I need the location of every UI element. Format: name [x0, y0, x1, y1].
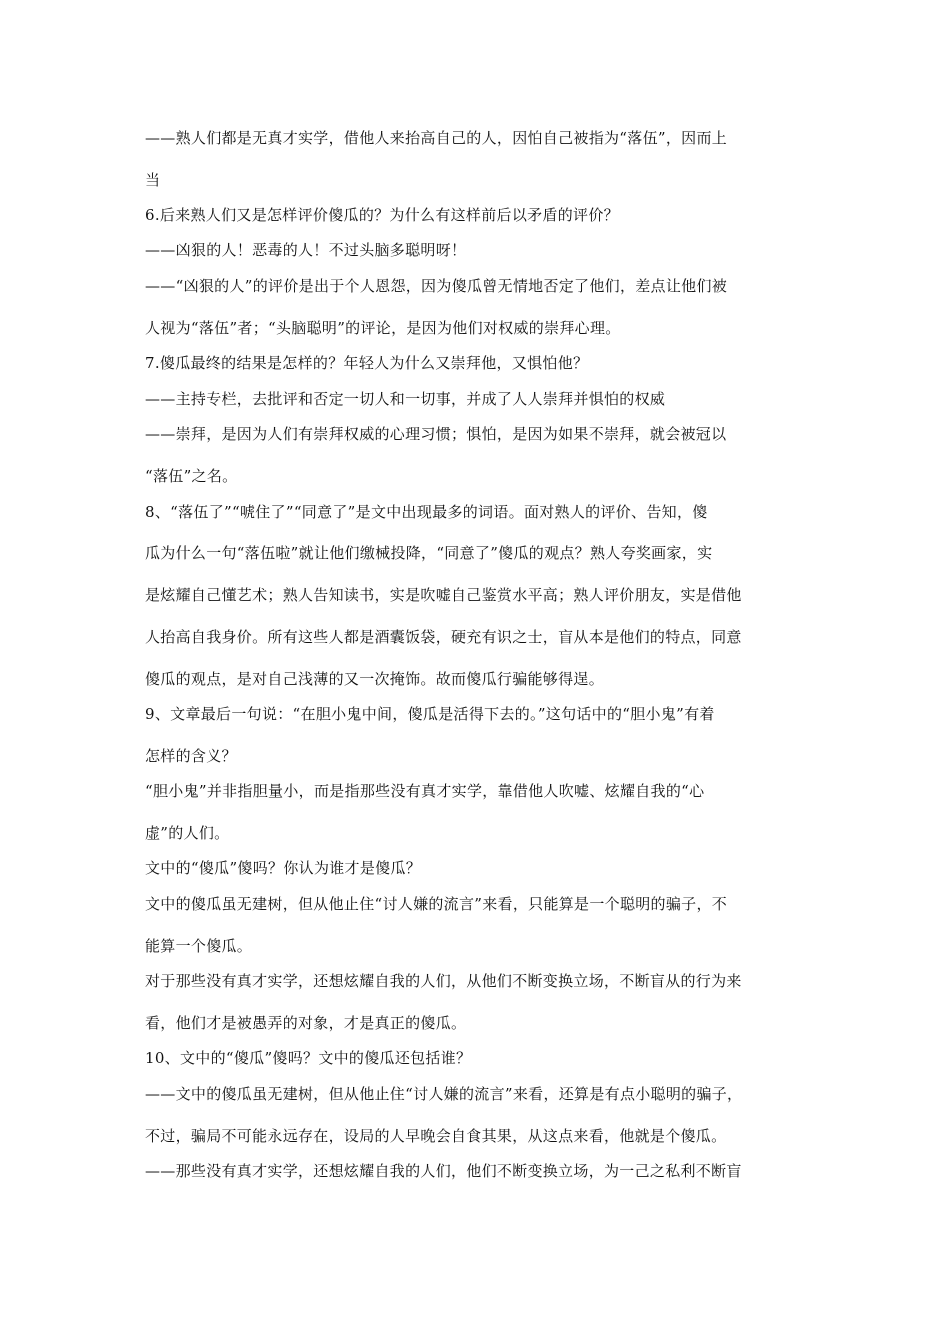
question-heading: 文中的“傻瓜”傻吗？你认为谁才是傻瓜？ [145, 859, 422, 877]
text-line: 是炫耀自己懂艺术；熟人告知读书，实是吹嘘自己鉴赏水平高；熟人评价朋友，实是借他 [145, 586, 742, 604]
question-heading: 7.傻瓜最终的结果是怎样的？年轻人为什么又崇拜他，又惧怕他？ [145, 354, 589, 372]
text-line: 傻瓜的观点，是对自己浅薄的又一次掩饰。故而傻瓜行骗能够得逞。 [145, 670, 605, 688]
text-line: 看，他们才是被愚弄的对象，才是真正的傻瓜。 [145, 1014, 467, 1032]
text-line: 人抬高自我身价。所有这些人都是酒囊饭袋，硬充有识之士，盲从本是他们的特点，同意 [145, 628, 742, 646]
text-line: ——“凶狠的人”的评价是出于个人恩怨，因为傻瓜曾无情地否定了他们，差点让他们被 [145, 277, 728, 295]
text-line: “胆小鬼”并非指胆量小，而是指那些没有真才实学，靠借他人吹嘘、炫耀自我的“心 [145, 782, 705, 800]
text-line: 瓜为什么一句“落伍啦”就让他们缴械投降，“同意了”傻瓜的观点？熟人夸奖画家，实 [145, 544, 713, 562]
text-line: ——文中的傻瓜虽无建树，但从他止住“讨人嫌的流言”来看，还算是有点小聪明的骗子， [145, 1085, 743, 1103]
question-heading: 10、文中的“傻瓜”傻吗？文中的傻瓜还包括谁？ [145, 1049, 472, 1067]
text-line: ——熟人们都是无真才实学，借他人来抬高自己的人，因怕自己被指为“落伍”，因而上 [145, 129, 728, 147]
text-line: “落伍”之名。 [145, 467, 238, 485]
question-heading: 8、“落伍了”“唬住了”“同意了”是文中出现最多的词语。面对熟人的评价、告知，傻 [145, 503, 708, 521]
text-line: ——主持专栏，去批评和否定一切人和一切事，并成了人人崇拜并惧怕的权威 [145, 390, 666, 408]
text-line: ——凶狠的人！恶毒的人！不过头脑多聪明呀！ [145, 241, 467, 259]
text-line: 对于那些没有真才实学，还想炫耀自我的人们，从他们不断变换立场，不断盲从的行为来 [145, 972, 742, 990]
text-line: 当 [145, 171, 161, 189]
text-line: 虚”的人们。 [145, 824, 230, 842]
text-line: 文中的傻瓜虽无建树，但从他止住“讨人嫌的流言”来看，只能算是一个聪明的骗子，不 [145, 895, 728, 913]
text-line: ——那些没有真才实学，还想炫耀自我的人们，他们不断变换立场，为一己之私利不断盲 [145, 1162, 742, 1180]
text-line: ——崇拜，是因为人们有崇拜权威的心理习惯；惧怕，是因为如果不崇拜，就会被冠以 [145, 425, 727, 443]
text-line: 怎样的含义？ [145, 747, 237, 765]
text-line: 不过，骗局不可能永远存在，设局的人早晚会自食其果，从这点来看，他就是个傻瓜。 [145, 1127, 727, 1145]
question-heading: 6.后来熟人们又是怎样评价傻瓜的？为什么有这样前后以矛盾的评价？ [145, 206, 619, 224]
question-heading: 9、文章最后一句说：“在胆小鬼中间，傻瓜是活得下去的。”这句话中的“胆小鬼”有着 [145, 705, 715, 723]
text-line: 人视为“落伍”者；“头脑聪明”的评论，是因为他们对权威的崇拜心理。 [145, 319, 621, 337]
text-line: 能算一个傻瓜。 [145, 937, 253, 955]
